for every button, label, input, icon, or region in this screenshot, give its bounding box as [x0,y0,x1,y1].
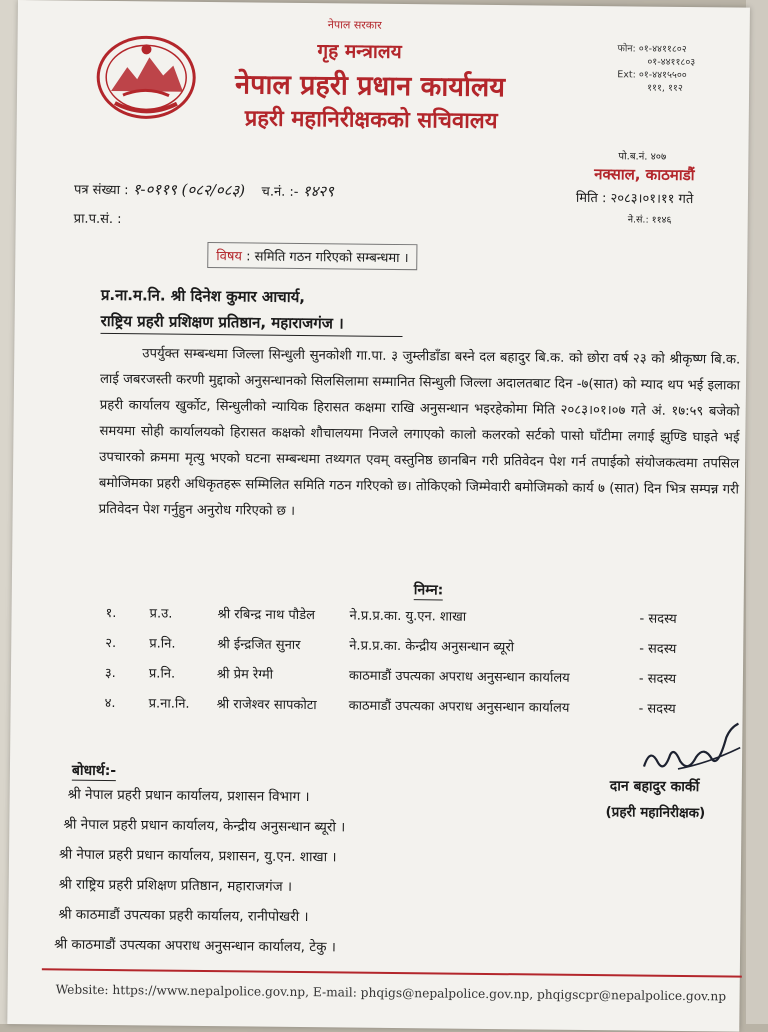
cc-item: श्री नेपाल प्रहरी प्रधान कार्यालय, प्रशासन, यु.एन. शाखा । [58,846,337,866]
date-value: २०८३।०१।११ गते [610,191,694,208]
cc-item: श्री काठमाडौं उपत्यका अपराध अनुसन्धान कार्यालय, टेकु । [54,936,336,956]
member-office: काठमाडौं उपत्यका अपराध अनुसन्धान कार्यालय [348,668,570,686]
chalani-value: १४२९ [302,181,334,201]
ref-label: पत्र संख्या : [73,182,129,199]
member-office: ने.प्र.प्र.का. यु.एन. शाखा [349,608,467,625]
letter-page [7,0,750,1032]
ext-line-2: १११, ११२ [647,82,683,94]
cc-item: श्री नेपाल प्रहरी प्रधान कार्यालय, प्रशासन विभाग । [67,786,310,806]
cc-item: श्री राष्ट्रिय प्रहरी प्रशिक्षण प्रतिष्ठान, महाराजगंज । [58,876,293,895]
member-no: ४. [104,695,116,712]
ext-label: Ext: [617,69,636,81]
member-office: ने.प्र.प्र.का. केन्द्रीय अनुसन्धान ब्यूरो [349,638,515,656]
recipient-org: राष्ट्रिय प्रहरी प्रशिक्षण प्रतिष्ठान, महाराजगंज । [100,311,344,333]
subject-text: : समिति गठन गरिएको सम्बन्धमा । [246,249,409,267]
member-role: - सदस्य [638,701,676,717]
member-rank: प्र.नि. [148,666,176,682]
member-row [11,662,743,694]
member-rank: प्र.उ. [149,606,173,622]
signatory-name: दान बहादुर कार्की [609,778,700,796]
background-right-desk [746,0,768,1024]
pps-label: प्रा.प.सं. : [73,211,122,228]
member-no: १. [105,605,117,622]
reference-line [74,179,334,202]
member-role: - सदस्य [638,671,677,687]
phone-block [617,42,695,95]
member-row [11,692,743,724]
subject-box [207,242,418,270]
phone-label: फोन: [617,43,636,55]
po-box: पो.ब.नं. ४०७ [618,151,667,163]
nepal-sambat: ने.सं.: ११४६ [627,214,672,226]
cc-item: श्री काठमाडौं उपत्यका प्रहरी कार्यालय, रानीपोखरी । [58,906,309,926]
footer-contact: Website: https://www.nepalpolice.gov.np, E-mail: phqigs@nepalpolice.gov.np, phqigscpr@nepalpolice.gov.np [55,982,727,1004]
nepal-emblem-icon [93,33,200,122]
signature-icon [638,717,749,784]
phone-1: ०१-४४११८०२ [638,43,687,56]
member-no: ३. [104,665,116,682]
member-name: श्री ईन्द्रजित सुनार [217,637,301,653]
member-no: २. [105,635,117,652]
date-line [576,188,694,207]
member-name: श्री राजेश्वर सापकोटा [216,697,317,714]
member-office: काठमाडौं उपत्यका अपराध अनुसन्धान कार्यालय [348,698,570,716]
cc-title: बोधार्थ:- [71,762,117,780]
member-row [11,602,743,634]
subject-label: विषय [216,249,243,265]
member-role: - सदस्य [639,641,677,657]
recipient-name: प्र.ना.म.नि. श्री दिनेश कुमार आचार्य, [100,285,306,307]
header-ministry: गृह मन्त्रालय [317,40,402,64]
header-office: नेपाल प्रहरी प्रधान कार्यालय [234,69,506,104]
date-label: मिति : [575,190,607,207]
member-name: श्री प्रेम रेग्मी [216,667,274,683]
header-secretariat: प्रहरी महानिरीक्षकको सचिवालय [244,106,498,135]
member-rank: प्र.ना.नि. [148,696,190,712]
ref-value: १-०११९ (०८२/०८३) [132,180,246,200]
letter-body: उपर्युक्त सम्बन्धमा जिल्ला सिन्धुली सुनकोशी गा.पा. ३ जुम्लीडाँडा बस्ने दल बहादुर बि.क. को छोरा वर्ष २३ को श्रीकृष्ण बि.क. लाई जबरजस्ती करणी मुद्दाको अनुसन्धानको सिलसिलामा सम्मानित सिन्धुली जिल्ला अदालतबाट दिन -७(सात) को म्याद थप भई इलाका प्रहरी कार्यालय खुर्कोट, सिन्धुलीको न्यायिक हिरासत कक्षमा राखि अनुसन्धान भइरहेकोमा मिति २०८३।०१।०७ गते अं. १७:५९ बजेको समयमा सोही कार्यालयको हिरासत कक्षको शौचालयमा निजले लगाएको कालो कलरको सर्टको पासो घाँटीमा लगाई झुण्डि घाइते भई उपचारको क्रममा मृत्यु भएको घटना सम्बन्धमा तथ्यगत एवम् वस्तुनिष्ठ छानबिन गरी प्रतिवेदन पेश गर्न तपाईको संयोजकत्वमा तपसिल बमोजिमका प्रहरी अधिकृतहरू सम्मिलित समिति गठन गरिएको छ। तोकिएको जिम्मेवारी बमोजिमको कार्य ७ (सात) दिन भित्र सम्पन्न गरी प्रतिवेदन पेश गर्नुहुन अनुरोध गरिएको छ । [98,346,741,519]
members-title: निम्न: [413,582,444,599]
header-govt: नेपाल सरकार [327,18,382,32]
signatory-title: (प्रहरी महानिरीक्षक) [605,804,706,822]
address: नक्साल, काठमाडौं [594,165,695,185]
recipient-underline [101,333,403,337]
phone-2: ०१-४४११८०३ [647,56,696,69]
member-role: - सदस्य [639,611,677,627]
member-rank: प्र.नि. [149,636,176,652]
ext-line-1: ०१-४४१५५०० [638,69,687,82]
member-row [11,632,743,664]
cc-item: श्री नेपाल प्रहरी प्रधान कार्यालय, केन्द्रीय अनुसन्धान ब्यूरो । [63,816,346,836]
chalani-label: च.नं. :- [261,184,299,200]
member-name: श्री रबिन्द्र नाथ पौडेल [217,607,316,624]
footer-rule [42,968,742,977]
